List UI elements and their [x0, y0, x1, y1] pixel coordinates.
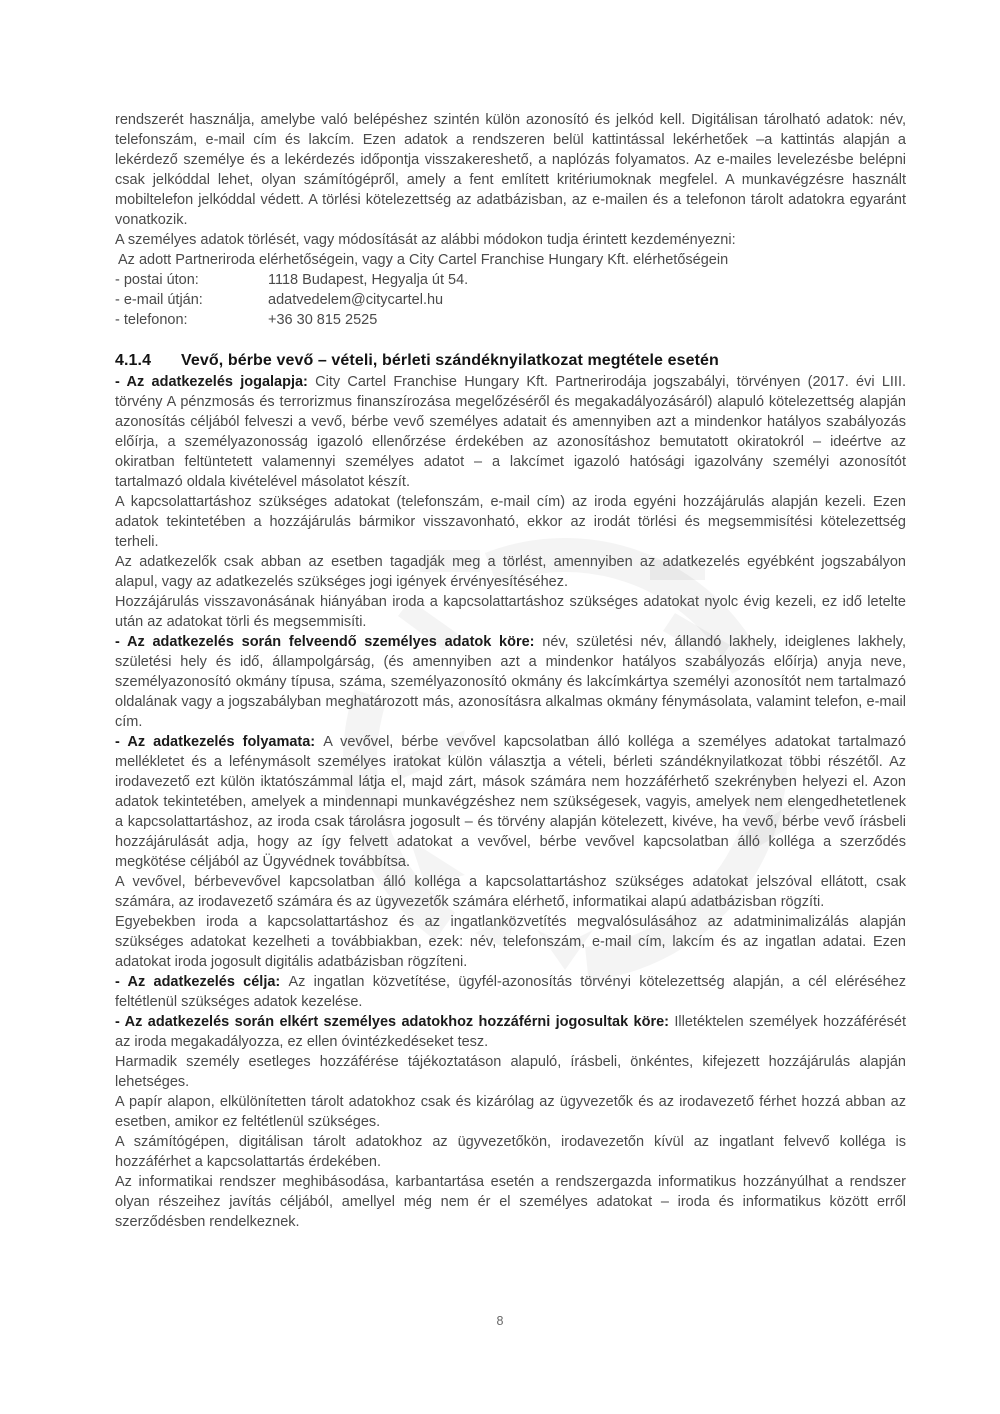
paragraph-deletion-methods: A személyes adatok törlését, vagy módosítását az alábbi módokon tudja érintett kezdeményezni:: [115, 232, 736, 248]
paragraph-lead: - Az adatkezelés célja:: [115, 974, 289, 990]
paragraph-minimization: [115, 912, 906, 972]
paragraph-access-rights: [115, 1012, 906, 1052]
paragraph-it-maintenance: [115, 1172, 906, 1232]
paragraph-text: A papír alapon, elkülönítetten tárolt adatokhoz csak és kizárólag az ügyvezetők és az irodavezető férhet hozzá abban az esetben, amikor ez feltétlenül szükséges.: [115, 1094, 906, 1130]
page-number: 8: [496, 1314, 504, 1328]
paragraph-lead: - Az adatkezelés jogalapja:: [115, 374, 316, 390]
paragraph-paper-storage: [115, 1092, 906, 1132]
paragraph-purpose: [115, 972, 906, 1012]
postal-address: 1118 Budapest, Hegyalja út 54.: [268, 272, 469, 288]
paragraph-lead: - Az adatkezelés során elkért személyes adatokhoz hozzáférni jogosultak köre:: [115, 1014, 675, 1030]
paragraph-text: City Cartel Franchise Hungary Kft. Partnerirodája jogszabályi, törvényen (2017. évi LIII. törvény A pénzmosás és terrorizmus finanszírozása megelőzéséről és megakadályozásáról) alapuló kötelezettség alapján azonosítás céljából felveszi a vevő, bérbe vevő személyes adatait és amennyiben azt a mindenkor hatályos szabályozás előírja, a személyazonosság igazoló ellenőrzése érdekében az azonosításhoz bemutatott okiratokról – ideértve az okiratban feltüntetett valamennyi személyes adatot – a lakcímet igazoló hatósági igazolvány személyi azonosítót tartalmazó oldala kivételével másolatot készít.: [115, 374, 907, 490]
paragraph-system-access: rendszerét használja, amelybe való belépéshez szintén külön azonosító és jelkód kell. Digitálisan tárolható adatok: név, telefonszám, e-mail cím és lakcím. Ezen adatok a rendszeren belül kattintással lekérhetőek –a kattintás alapján a lekérdező személye és a lekérdezés időpontja visszakereshető, a naplózás folyamatos. Az e-mailes levelezésbe belépni csak jelkóddal lehet, olyan számítógépről, amely a fent említett kritériumoknak megfelel. A munkavégzésre használt mobiltelefon jelkóddal védett. A törlési kötelezettség az adatbázisban, az e-mailen és a telefonon tárolt adatokra egyaránt vonatkozik.: [115, 112, 906, 228]
paragraph-refusal: [115, 552, 906, 592]
page-content: [115, 110, 906, 1232]
paragraph-lead: - Az adatkezelés során felveendő személyes adatok köre:: [115, 634, 543, 650]
paragraph-text: A vevővel, bérbe vevővel kapcsolatban álló kolléga a személyes adatokat tartalmazó mellékletet és a lefénymásolt személyes iratokat külön választja a vételi, bérleti szándéknyilatkozat többi részétől. Az irodavezető ezt külön iktatószámmal látja el, majd zárt, mások számára nem hozzáférhető szekrényben helyezi el. Azon adatok tekintetében, amelyek a mindennapi munkavégzéshez nem szükségesek, vagyis, amelyek nem elengedhetetlenek a kapcsolattartáshoz, az iroda csak tárolásra jogosult – és törvény alapján kötelezett, kivéve, ha vevő, bérbe vevő írásbeli hozzájárulását adja, hogy az így felvett adatokat a vevővel, bérbe vevővel kapcsolatban álló kolléga a szerződés megkötése céljából az Ügyvédnek továbbítsa.: [115, 734, 906, 870]
paragraph-text: Hozzájárulás visszavonásának hiányában iroda a kapcsolattartáshoz szükséges adatokat nyolc évig kezeli, ez idő letelte után az adatokat törli és megsemmisíti.: [115, 594, 906, 630]
contact-row-email: [115, 290, 906, 310]
paragraph-text: A számítógépen, digitálisan tárolt adatokhoz az ügyvezetőkön, irodavezetőn kívül az ingatlant felvevő kolléga is hozzáférhet a kapcsolattartás érdekében.: [115, 1134, 906, 1170]
paragraph-text: Az informatikai rendszer meghibásodása, karbantartása esetén a rendszergazda informatikus hozzányúlhat a rendszer olyan részeihez javítás céljából, amellyel még nem ér el személyes adatokat – iroda és informatikus között erről szerződésben rendelkeznek.: [115, 1174, 906, 1230]
paragraph-contact-data: [115, 492, 906, 552]
paragraph-text: A kapcsolattartáshoz szükséges adatokat (telefonszám, e-mail cím) az iroda egyéni hozzájárulás alapján kezeli. Ezen adatok tekintetében a hozzájárulás bármikor visszavonható, ekkor az irodát törlési és megsemmisítési kötelezettség terheli.: [115, 494, 906, 550]
paragraph-text: A vevővel, bérbevevővel kapcsolatban álló kolléga a kapcsolattartáshoz szükséges adatokat jelszóval ellátott, csak számára, az irodavezető számára és az ügyvezetők számára elérhető, informatikai alapú adatbázisban rögzíti.: [115, 874, 906, 910]
paragraph-text: Egyebekben iroda a kapcsolattartáshoz és az ingatlanközvetítés megvalósulásához az adatminimalizálás alapján szükséges adatokat kezelheti a továbbiakban, ezek: név, telefonszám, e-mail cím, lakcím és az ingatlan adatai. Ezen adatokat iroda jogosult digitális adatbázisban rögzíteni.: [115, 914, 906, 970]
paragraph-data-scope: [115, 632, 906, 732]
phone-number: +36 30 815 2525: [268, 312, 378, 328]
paragraph-third-party: [115, 1052, 906, 1092]
paragraph-digital-storage: [115, 1132, 906, 1172]
paragraph-text: Illetéktelen személyek hozzáférését az iroda megakadályozza, ez ellen óvintézkedéseket tesz.: [115, 1014, 906, 1050]
paragraph-legal-basis: [115, 372, 906, 492]
section-heading: [115, 351, 906, 371]
section-title: Vevő, bérbe vevő – vételi, bérleti szándéknyilatkozat megtétele esetén: [181, 352, 719, 369]
paragraph-lead: - Az adatkezelés folyamata:: [115, 734, 324, 750]
paragraph-text: Az adatkezelők csak abban az esetben tagadják meg a törlést, amennyiben az adatkezelés egyébként jogszabályon alapul, vagy az adatkezelés szükséges jogi igények érvényesítéséhez.: [115, 554, 906, 590]
paragraph-retention: [115, 592, 906, 632]
email-address: adatvedelem@citycartel.hu: [268, 292, 444, 308]
paragraph-process: [115, 732, 906, 872]
paragraph-text: Az ingatlan közvetítése, ügyfél-azonosítás törvényi kötelezettség alapján, a cél eléréséhez feltétlenül szükséges adatok kezelése.: [115, 974, 906, 1010]
section-number: 4.1.4: [115, 352, 152, 369]
contact-row-phone: [115, 310, 906, 330]
contact-intro: Az adott Partneriroda elérhetőségein, vagy a City Cartel Franchise Hungary Kft. elérhetőségein: [118, 252, 729, 268]
contact-label-phone: - telefonon:: [115, 312, 188, 328]
contact-label-email: - e-mail útján:: [115, 292, 203, 308]
contact-row-postal: [115, 270, 906, 290]
paragraph-database: [115, 872, 906, 912]
paragraph-text: Harmadik személy esetleges hozzáférése tájékoztatáson alapuló, írásbeli, önkéntes, kifejezett hozzájárulás alapján lehetséges.: [115, 1054, 906, 1090]
contact-label-postal: - postai úton:: [115, 272, 199, 288]
paragraph-text: név, születési név, állandó lakhely, ideiglenes lakhely, születési hely és idő, állampolgárság, (és amennyiben azt a mindenkor hatályos szabályozás előírja) anyja neve, személyazonosító okmány típusa, száma, személyazonosító okmány és lakcímkártya személyi azonosítót nem tartalmazó oldalának vagy a jogszabályban meghatározott más, azonosításra alkalmas okmány fénymásolata, valamint telefon, e-mail cím.: [115, 634, 906, 730]
